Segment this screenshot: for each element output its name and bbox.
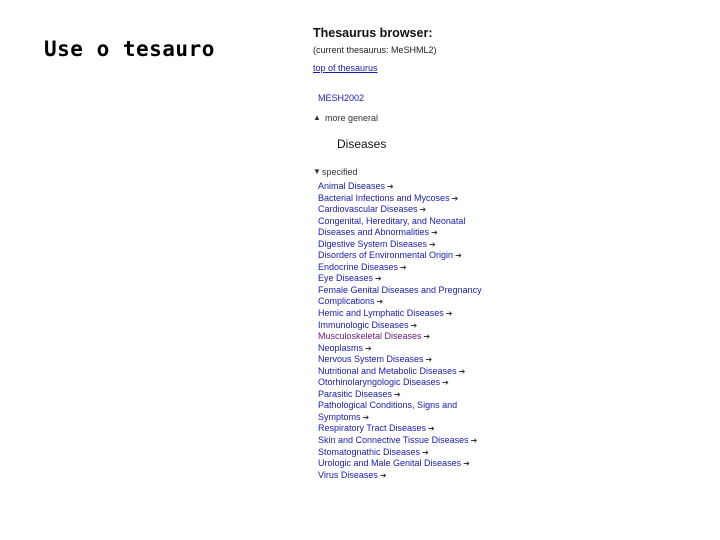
narrower-term-label: Cardiovascular Diseases (318, 204, 418, 215)
narrower-term-label: Disorders of Environmental Origin (318, 250, 454, 261)
narrower-term-item[interactable] (318, 343, 518, 355)
narrower-term-label: Stomatognathic Diseases (318, 446, 421, 457)
arrow-right-icon[interactable]: ➔ (458, 366, 466, 376)
root-term-link[interactable]: MESH2002 (318, 93, 365, 103)
narrower-term-label: Otorhinolaryngologic Diseases (318, 377, 441, 388)
narrower-term-label: Neoplasms (318, 342, 364, 353)
narrower-term-label: Symptoms (318, 411, 361, 422)
narrower-term-item[interactable] (318, 227, 518, 239)
specified-row (313, 166, 553, 178)
down-triangle-icon: ▼ (313, 167, 321, 176)
arrow-right-icon[interactable]: ➔ (470, 436, 478, 446)
arrow-right-icon[interactable]: ➔ (376, 297, 384, 307)
arrow-right-icon[interactable]: ➔ (400, 262, 407, 272)
narrower-term-label: Musculoskeletal Diseases (318, 331, 422, 342)
narrower-term-item[interactable] (318, 262, 518, 274)
arrow-right-icon[interactable]: ➔ (362, 412, 370, 422)
arrow-right-icon[interactable]: ➔ (425, 355, 433, 365)
up-triangle-icon: ▲ (313, 113, 321, 122)
narrower-term-label: Congenital, Hereditary, and Neonatal (318, 215, 466, 226)
narrower-term-item[interactable] (318, 400, 518, 412)
narrower-term-item[interactable] (318, 296, 518, 308)
arrow-right-icon[interactable]: ➔ (394, 389, 401, 399)
arrow-right-icon[interactable]: ➔ (451, 193, 459, 203)
narrower-term-item[interactable] (318, 435, 518, 447)
narrower-term-item[interactable] (318, 285, 518, 297)
narrower-term-item[interactable] (318, 331, 518, 343)
more-general-label: more general (325, 113, 379, 123)
narrower-term-item[interactable] (318, 470, 518, 482)
narrower-term-label: Skin and Connective Tissue Diseases (318, 435, 469, 446)
specified-label: specified (322, 167, 358, 177)
arrow-right-icon[interactable]: ➔ (455, 251, 462, 261)
arrow-right-icon[interactable]: ➔ (379, 470, 387, 480)
narrower-term-label: Endocrine Diseases (318, 261, 399, 272)
arrow-right-icon[interactable]: ➔ (429, 239, 436, 249)
narrower-term-item[interactable] (318, 354, 518, 366)
arrow-right-icon[interactable]: ➔ (387, 182, 394, 191)
narrower-term-item[interactable] (318, 204, 518, 216)
narrower-term-label: Parasitic Diseases (318, 388, 393, 399)
narrower-term-label: Respiratory Tract Diseases (318, 423, 427, 434)
narrower-term-item[interactable] (318, 366, 518, 378)
current-thesaurus: (current thesaurus: MeSHML2) (313, 45, 437, 55)
narrower-term-label: Nervous System Diseases (318, 354, 424, 365)
narrower-term-item[interactable] (318, 320, 518, 332)
narrower-term-item[interactable] (318, 216, 518, 228)
narrower-term-item[interactable] (318, 389, 518, 401)
narrower-term-item[interactable] (318, 412, 518, 424)
narrower-term-label: Digestive System Diseases (318, 238, 428, 249)
narrower-term-label: Diseases and Abnormalities (318, 227, 430, 238)
narrower-term-label: Animal Diseases (318, 181, 386, 191)
arrow-right-icon[interactable]: ➔ (442, 378, 449, 388)
narrower-term-item[interactable] (318, 458, 518, 470)
narrower-term-item[interactable] (318, 447, 518, 459)
narrower-term-label: Female Genital Diseases and Pregnancy (318, 284, 482, 295)
narrower-term-label: Hemic and Lymphatic Diseases (318, 308, 444, 319)
more-general-row[interactable] (313, 112, 553, 124)
narrower-term-item[interactable] (318, 273, 518, 285)
arrow-right-icon[interactable]: ➔ (375, 274, 382, 284)
narrower-term-label: Virus Diseases (318, 469, 378, 480)
narrower-term-item[interactable] (318, 250, 518, 262)
narrower-terms-list (318, 181, 518, 481)
arrow-right-icon[interactable]: ➔ (463, 459, 470, 469)
arrow-right-icon[interactable]: ➔ (419, 205, 427, 215)
top-of-thesaurus-link[interactable]: top of thesaurus (313, 63, 378, 73)
narrower-term-item[interactable] (318, 181, 518, 193)
narrower-term-item[interactable] (318, 423, 518, 435)
arrow-right-icon[interactable]: ➔ (410, 320, 418, 330)
narrower-term-item[interactable] (318, 193, 518, 205)
browser-title: Thesaurus browser: (313, 26, 433, 40)
narrower-term-label: Nutritional and Metabolic Diseases (318, 365, 457, 376)
narrower-term-label: Urologic and Male Genital Diseases (318, 458, 462, 469)
arrow-right-icon[interactable]: ➔ (445, 309, 453, 319)
current-term: Diseases (337, 137, 387, 151)
narrower-term-label: Immunologic Diseases (318, 319, 409, 330)
arrow-right-icon[interactable]: ➔ (423, 332, 431, 342)
narrower-term-item[interactable] (318, 377, 518, 389)
arrow-right-icon[interactable]: ➔ (428, 424, 435, 434)
slide-title: Use o tesauro (44, 37, 215, 61)
narrower-term-item[interactable] (318, 308, 518, 320)
arrow-right-icon[interactable]: ➔ (431, 228, 438, 238)
narrower-term-label: Bacterial Infections and Mycoses (318, 192, 450, 203)
narrower-term-label: Eye Diseases (318, 273, 374, 284)
narrower-term-label: Complications (318, 296, 375, 307)
arrow-right-icon[interactable]: ➔ (365, 343, 372, 353)
narrower-term-item[interactable] (318, 239, 518, 251)
thesaurus-browser-panel (313, 26, 553, 497)
arrow-right-icon[interactable]: ➔ (422, 447, 429, 457)
narrower-term-label: Pathological Conditions, Signs and (318, 400, 458, 411)
